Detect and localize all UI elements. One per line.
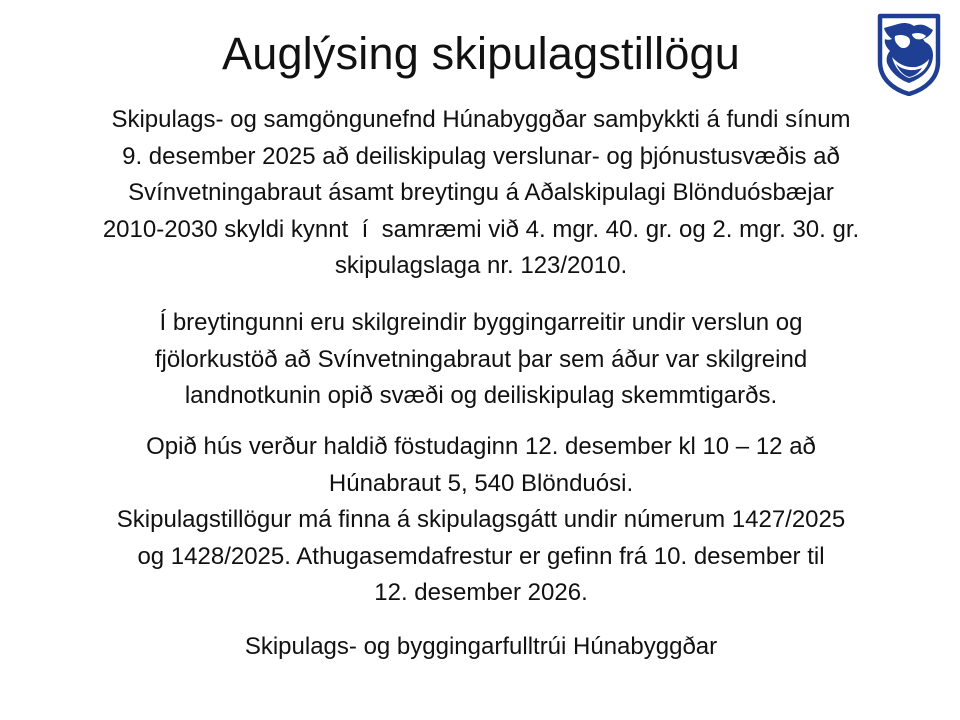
text-line: Skipulags- og samgöngunefnd Húnabyggðar samþykkti á fundi sínum (111, 106, 851, 133)
text-line: landnotkunin opið svæði og deiliskipulag skemmtigarðs. (184, 382, 778, 409)
municipal-crest-icon (876, 12, 942, 96)
text-line: Í breytingunni eru skilgreindir byggingarreitir undir verslun og (159, 309, 803, 336)
announcement-paragraph (8, 102, 954, 285)
notice-title: Auglýsing skipulagstillögu (222, 28, 740, 79)
text-line: fjölorkustöð að Svínvetningabraut þar sem áður var skilgreind (154, 345, 808, 373)
text-line: Svínvetningabraut ásamt breytingu á Aðalskipulagi Blönduósbæjar (128, 179, 834, 206)
text-line: 12. desember 2026. (374, 579, 588, 606)
text-line: Skipulagstillögur má finna á skipulagsgátt undir númerum 1427/2025 (116, 506, 846, 533)
text-line: skipulagslaga nr. 123/2010. (334, 252, 628, 279)
text-line: og 1428/2025. Athugasemdafrestur er gefinn frá 10. desember til (137, 542, 825, 570)
text-line: Húnabraut 5, 540 Blönduósi. (328, 469, 634, 497)
text-line: 2010-2030 skyldi kynnt í samræmi við 4. mgr. 40. gr. og 2. mgr. 30. gr. (102, 215, 860, 243)
text-line: Opið hús verður haldið föstudaginn 12. desember kl 10 – 12 að (146, 433, 816, 460)
change-description-paragraph (8, 305, 954, 415)
signature: Skipulags- og byggingarfulltrúi Húnabyggðar (244, 633, 718, 660)
open-house-paragraph (8, 429, 954, 612)
text-line: 9. desember 2025 að deiliskipulag verslunar- og þjónustusvæðis að (122, 142, 840, 170)
